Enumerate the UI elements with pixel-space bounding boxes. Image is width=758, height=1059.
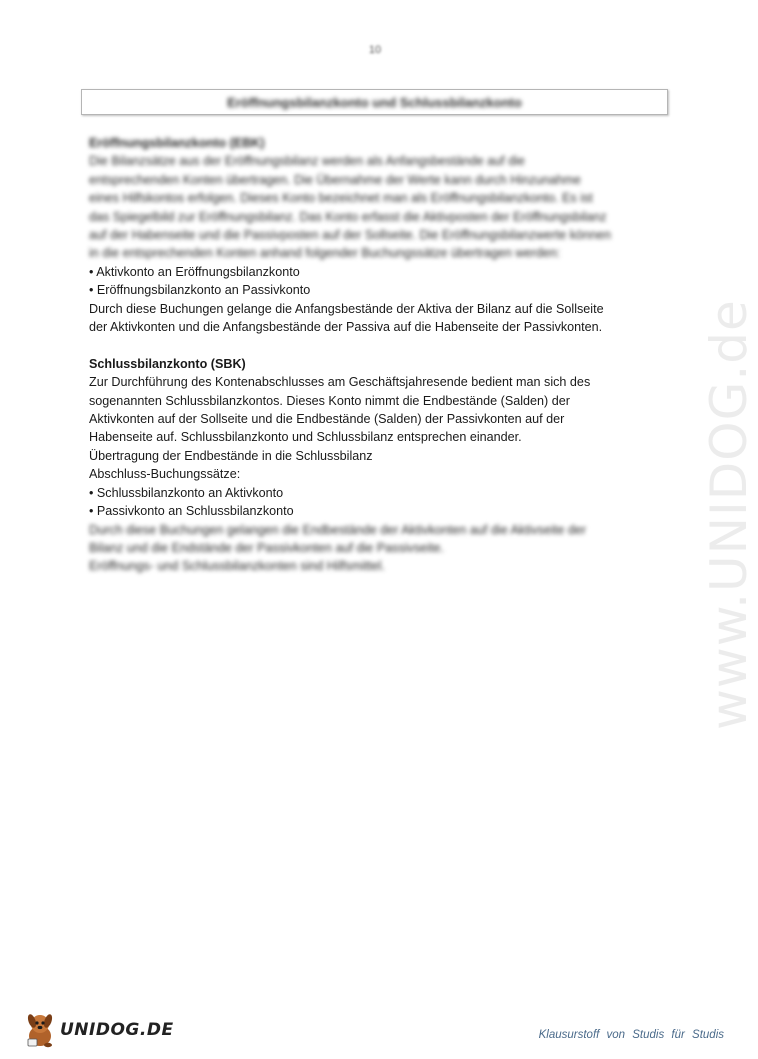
logo-text: UNIDOG.DE [60,1020,174,1040]
footer-logo[interactable] [22,1010,174,1050]
paragraph-line: Die Bilanzsätze aus der Eröffnungsbilanz werden als Anfangsbestände auf die [89,154,525,169]
paragraph-line: sogenannten Schlussbilanzkontos. Dieses Konto nimmt die Endbestände (Salden) der [89,393,570,408]
paragraph-line: auf der Habenseite und die Passivposten auf der Sollseite. Die Eröffnungsbilanzwerte können [89,228,612,243]
paragraph-line: das Spiegelbild zur Eröffnungsbilanz. Das Konto erfasst die Aktivposten der Eröffnungsbilanz [89,209,607,224]
dog-mascot-icon [22,1011,58,1049]
paragraph-line: in die entsprechenden Konten anhand folgender Buchungssätze übertragen werden: [89,246,561,261]
footer-slogan: Klausurstoff von Studis für Studis [538,1029,724,1041]
bullet-item: • Eröffnungsbilanzkonto an Passivkonto [89,283,311,298]
content-body [89,134,669,576]
page-number: 10 [368,44,382,56]
paragraph-line: Durch diese Buchungen gelangen die Endbestände der Aktivkonten auf die Aktivseite der [89,522,587,537]
paragraph-line: entsprechenden Konten übertragen. Die Übernahme der Werte kann durch Hinzunahme [89,172,581,187]
paragraph-line: Abschluss-Buchungssätze: [89,467,241,482]
paragraph-line: Zur Durchführung des Kontenabschlusses am Geschäftsjahresende bedient man sich des [89,375,591,390]
paragraph-line: Übertragung der Endbestände in die Schlussbilanz [89,448,373,463]
sbk-blurred-paragraph [89,521,669,576]
paragraph-line: Eröffnungs- und Schlussbilanzkonten sind Hilfsmittel. [89,559,385,574]
paragraph-line: Durch diese Buchungen gelange die Anfangsbestände der Aktiva der Bilanz auf die Sollseite [89,301,604,316]
sbk-heading: Schlussbilanzkonto (SBK) [89,356,246,371]
bullet-item: • Passivkonto an Schlussbilanzkonto [89,504,294,519]
bullet-item: • Aktivkonto an Eröffnungsbilanzkonto [89,264,300,279]
section-title: Eröffnungsbilanzkonto und Schlussbilanzkonto [227,94,522,110]
paragraph-line: Bilanz und die Endstände der Passivkonten auf die Passivseite. [89,540,444,555]
bullet-item: • Schlussbilanzkonto an Aktivkonto [89,485,284,500]
paragraph-line: eines Hilfskontos erfolgen. Dieses Konto bezeichnet man als Eröffnungsbilanzkonto. Es ist [89,191,593,206]
ebk-heading: Eröffnungsbilanzkonto (EBK) [89,136,265,150]
section-title-box [81,89,668,115]
watermark: www.UNIDOG.de [700,299,758,730]
paragraph-line: der Aktivkonten und die Anfangsbestände der Passiva auf die Habenseite der Passivkonten. [89,320,603,335]
paragraph-line: Habenseite auf. Schlussbilanzkonto und Schlussbilanz entsprechen einander. [89,430,522,445]
ebk-blurred-paragraph [89,134,669,263]
paragraph-line: Aktivkonten auf der Sollseite und die Endbestände (Salden) der Passivkonten auf der [89,412,565,427]
